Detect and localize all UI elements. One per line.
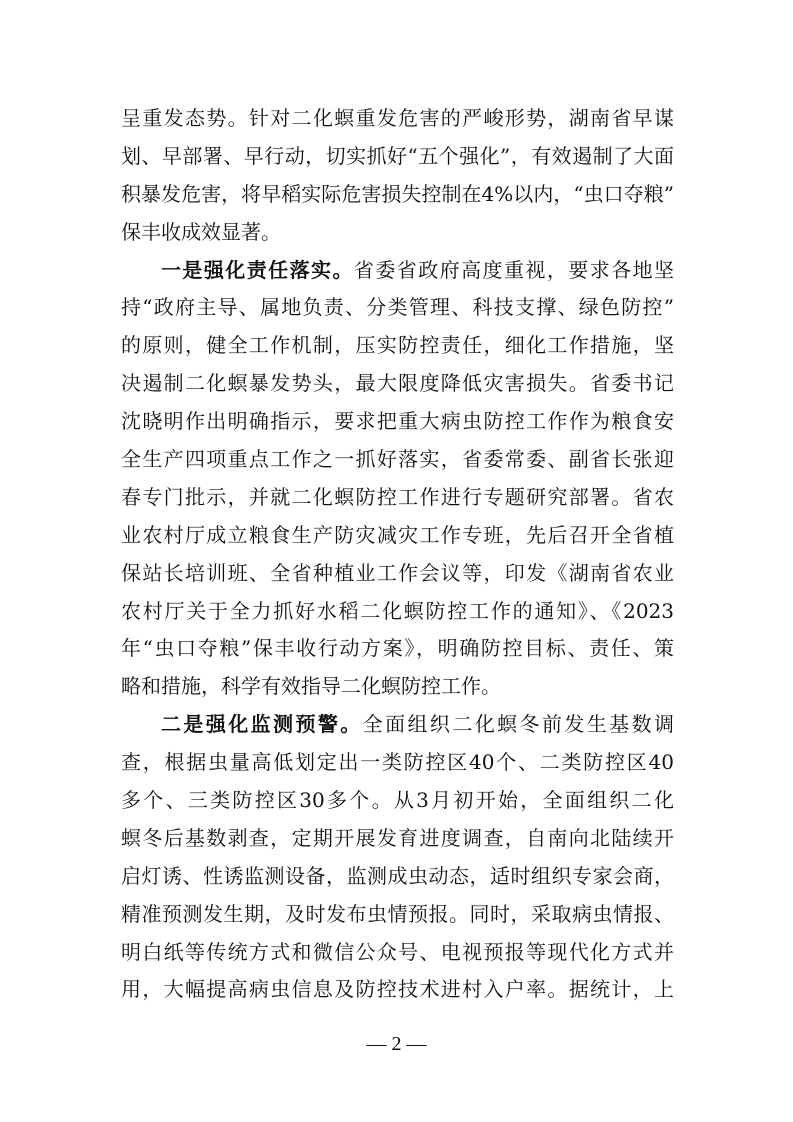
paragraph-2-line-12: 略和措施，科学有效指导二化螟防控工作。 <box>121 674 501 699</box>
paragraph-2-line-2: 持“政府主导、属地负责、分类管理、科技支撑、绿色防控” <box>121 295 674 320</box>
paragraph-3-lead: 二是强化监测预警。 <box>161 712 363 737</box>
paragraph-2-line-1-text: 省委省政府高度重视，要求各地坚 <box>353 257 674 282</box>
paragraph-2-line-9: 保站长培训班、全省种植业工作会议等，印发《湖南省农业 <box>121 560 674 585</box>
paragraph-3-line-7: 明白纸等传统方式和微信公众号、电视预报等现代化方式并 <box>121 939 674 964</box>
paragraph-2-line-4: 决遏制二化螟暴发势头，最大限度降低灾害损失。省委书记 <box>121 371 674 396</box>
paragraph-3-line-1 <box>121 706 674 744</box>
paragraph-3-line-5: 启灯诱、性诱监测设备，监测成虫动态，适时组织专家会商， <box>121 863 674 888</box>
paragraph-1-line-2: 划、早部署、早行动，切实抓好“五个强化”，有效遏制了大面 <box>121 143 674 168</box>
paragraph-3-line-2: 查，根据虫量高低划定出一类防控区40个、二类防控区40 <box>121 750 674 775</box>
paragraph-3-line-4: 螟冬后基数剥查，定期开展发育进度调查，自南向北陆续开 <box>121 825 674 850</box>
paragraph-1-line-4: 保丰收成效显著。 <box>121 219 281 244</box>
paragraph-1-line-3: 积暴发危害，将早稻实际危害损失控制在4%以内，“虫口夺粮” <box>121 181 674 206</box>
paragraph-3-line-1-text: 全面组织二化螟冬前发生基数调 <box>362 712 674 737</box>
paragraph-3-line-8: 用，大幅提高病虫信息及防控技术进村入户率。据统计，上 <box>121 977 674 1002</box>
page-number: — 2 — <box>366 1033 427 1055</box>
paragraph-1-line-1: 呈重发态势。针对二化螟重发危害的严峻形势，湖南省早谋 <box>121 106 674 130</box>
paragraph-2-lead: 一是强化责任落实。 <box>161 257 354 282</box>
paragraph-2-line-5: 沈晓明作出明确指示，要求把重大病虫防控工作作为粮食安 <box>121 409 674 434</box>
document-body <box>121 100 674 1009</box>
paragraph-2-line-11: 年“虫口夺粮”保丰收行动方案》，明确防控目标、责任、策 <box>121 636 674 661</box>
paragraph-2-line-8: 业农村厅成立粮食生产防灾减灾工作专班，先后召开全省植 <box>121 522 674 547</box>
paragraph-3-line-3: 多个、三类防控区30多个。从3月初开始，全面组织二化 <box>121 788 674 813</box>
paragraph-2-line-1 <box>121 252 674 290</box>
paragraph-2-line-10: 农村厅关于全力抓好水稻二化螟防控工作的通知》、《2023 <box>121 598 674 623</box>
paragraph-3-line-6: 精准预测发生期，及时发布虫情预报。同时，采取病虫情报、 <box>121 901 674 926</box>
paragraph-2-line-6: 全生产四项重点工作之一抓好落实，省委常委、副省长张迎 <box>121 447 674 472</box>
paragraph-2-line-3: 的原则，健全工作机制，压实防控责任，细化工作措施，坚 <box>121 333 674 358</box>
paragraph-2-line-7: 春专门批示，并就二化螟防控工作进行专题研究部署。省农 <box>121 484 674 509</box>
